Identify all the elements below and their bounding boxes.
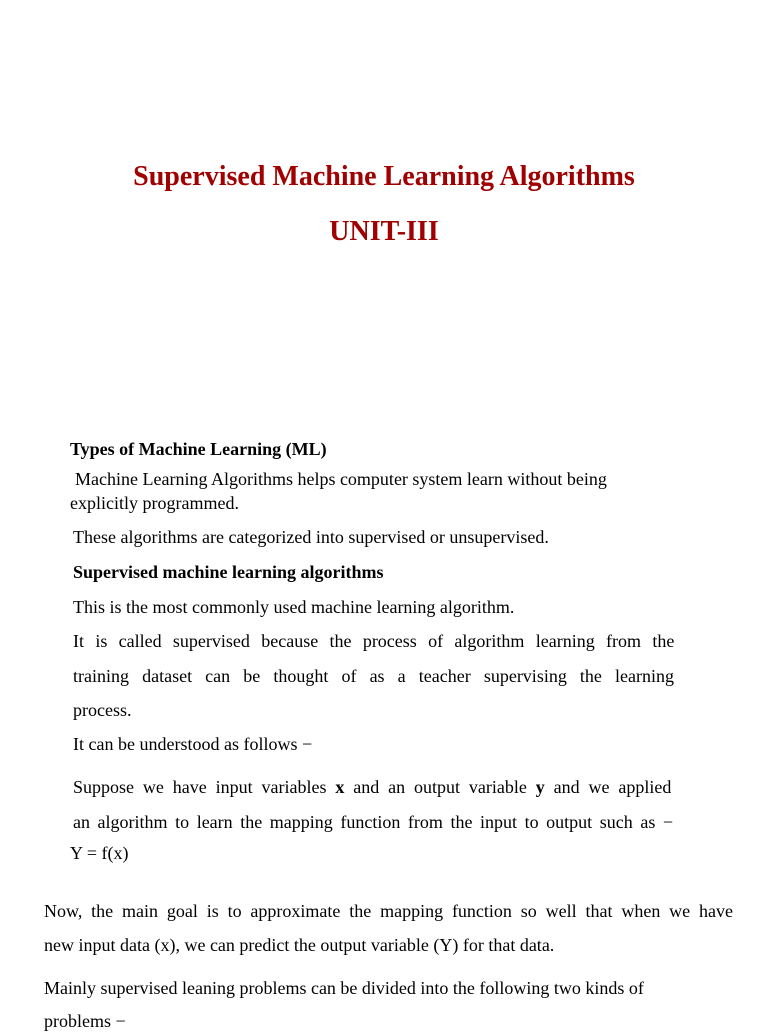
mainly-line-1: Mainly supervised leaning problems can be divided into the following two kinds of: [44, 978, 644, 998]
understood-line: It can be understood as follows −: [73, 734, 313, 754]
goal-line-2: new input data (x), we can predict the output variable (Y) for that data.: [44, 935, 555, 955]
document-title: Supervised Machine Learning Algorithms: [133, 161, 635, 192]
supervised-para-line-1: It is called supervised because the process of algorithm learning from the: [73, 631, 674, 651]
intro-line-2: explicitly programmed.: [70, 493, 239, 513]
variable-x: x: [335, 777, 345, 797]
intro-line-1: Machine Learning Algorithms helps computer system learn without being: [75, 469, 607, 489]
suppose-line-1: [73, 776, 671, 798]
section-heading-supervised: Supervised machine learning algorithms: [73, 562, 384, 582]
section-heading-types-of-ml: Types of Machine Learning (ML): [70, 439, 327, 459]
common-algorithm-line: This is the most commonly used machine learning algorithm.: [73, 597, 515, 617]
supervised-para-line-3: process.: [73, 700, 132, 720]
suppose-text-c: and we applied: [544, 777, 671, 797]
suppose-text-b: and an output variable: [344, 777, 536, 797]
equation: Y = f(x): [70, 843, 129, 863]
goal-line-1: Now, the main goal is to approximate the mapping function so well that when we have: [44, 901, 733, 921]
mainly-line-2: problems −: [44, 1011, 126, 1031]
variable-y: y: [535, 777, 545, 797]
suppose-line-2: an algorithm to learn the mapping function from the input to output such as −: [73, 812, 673, 832]
categorized-line: These algorithms are categorized into supervised or unsupervised.: [73, 527, 549, 547]
suppose-text-a: Suppose we have input variables: [73, 777, 336, 797]
unit-label: UNIT-III: [329, 216, 439, 247]
supervised-para-line-2: training dataset can be thought of as a teacher supervising the learning: [73, 666, 674, 686]
